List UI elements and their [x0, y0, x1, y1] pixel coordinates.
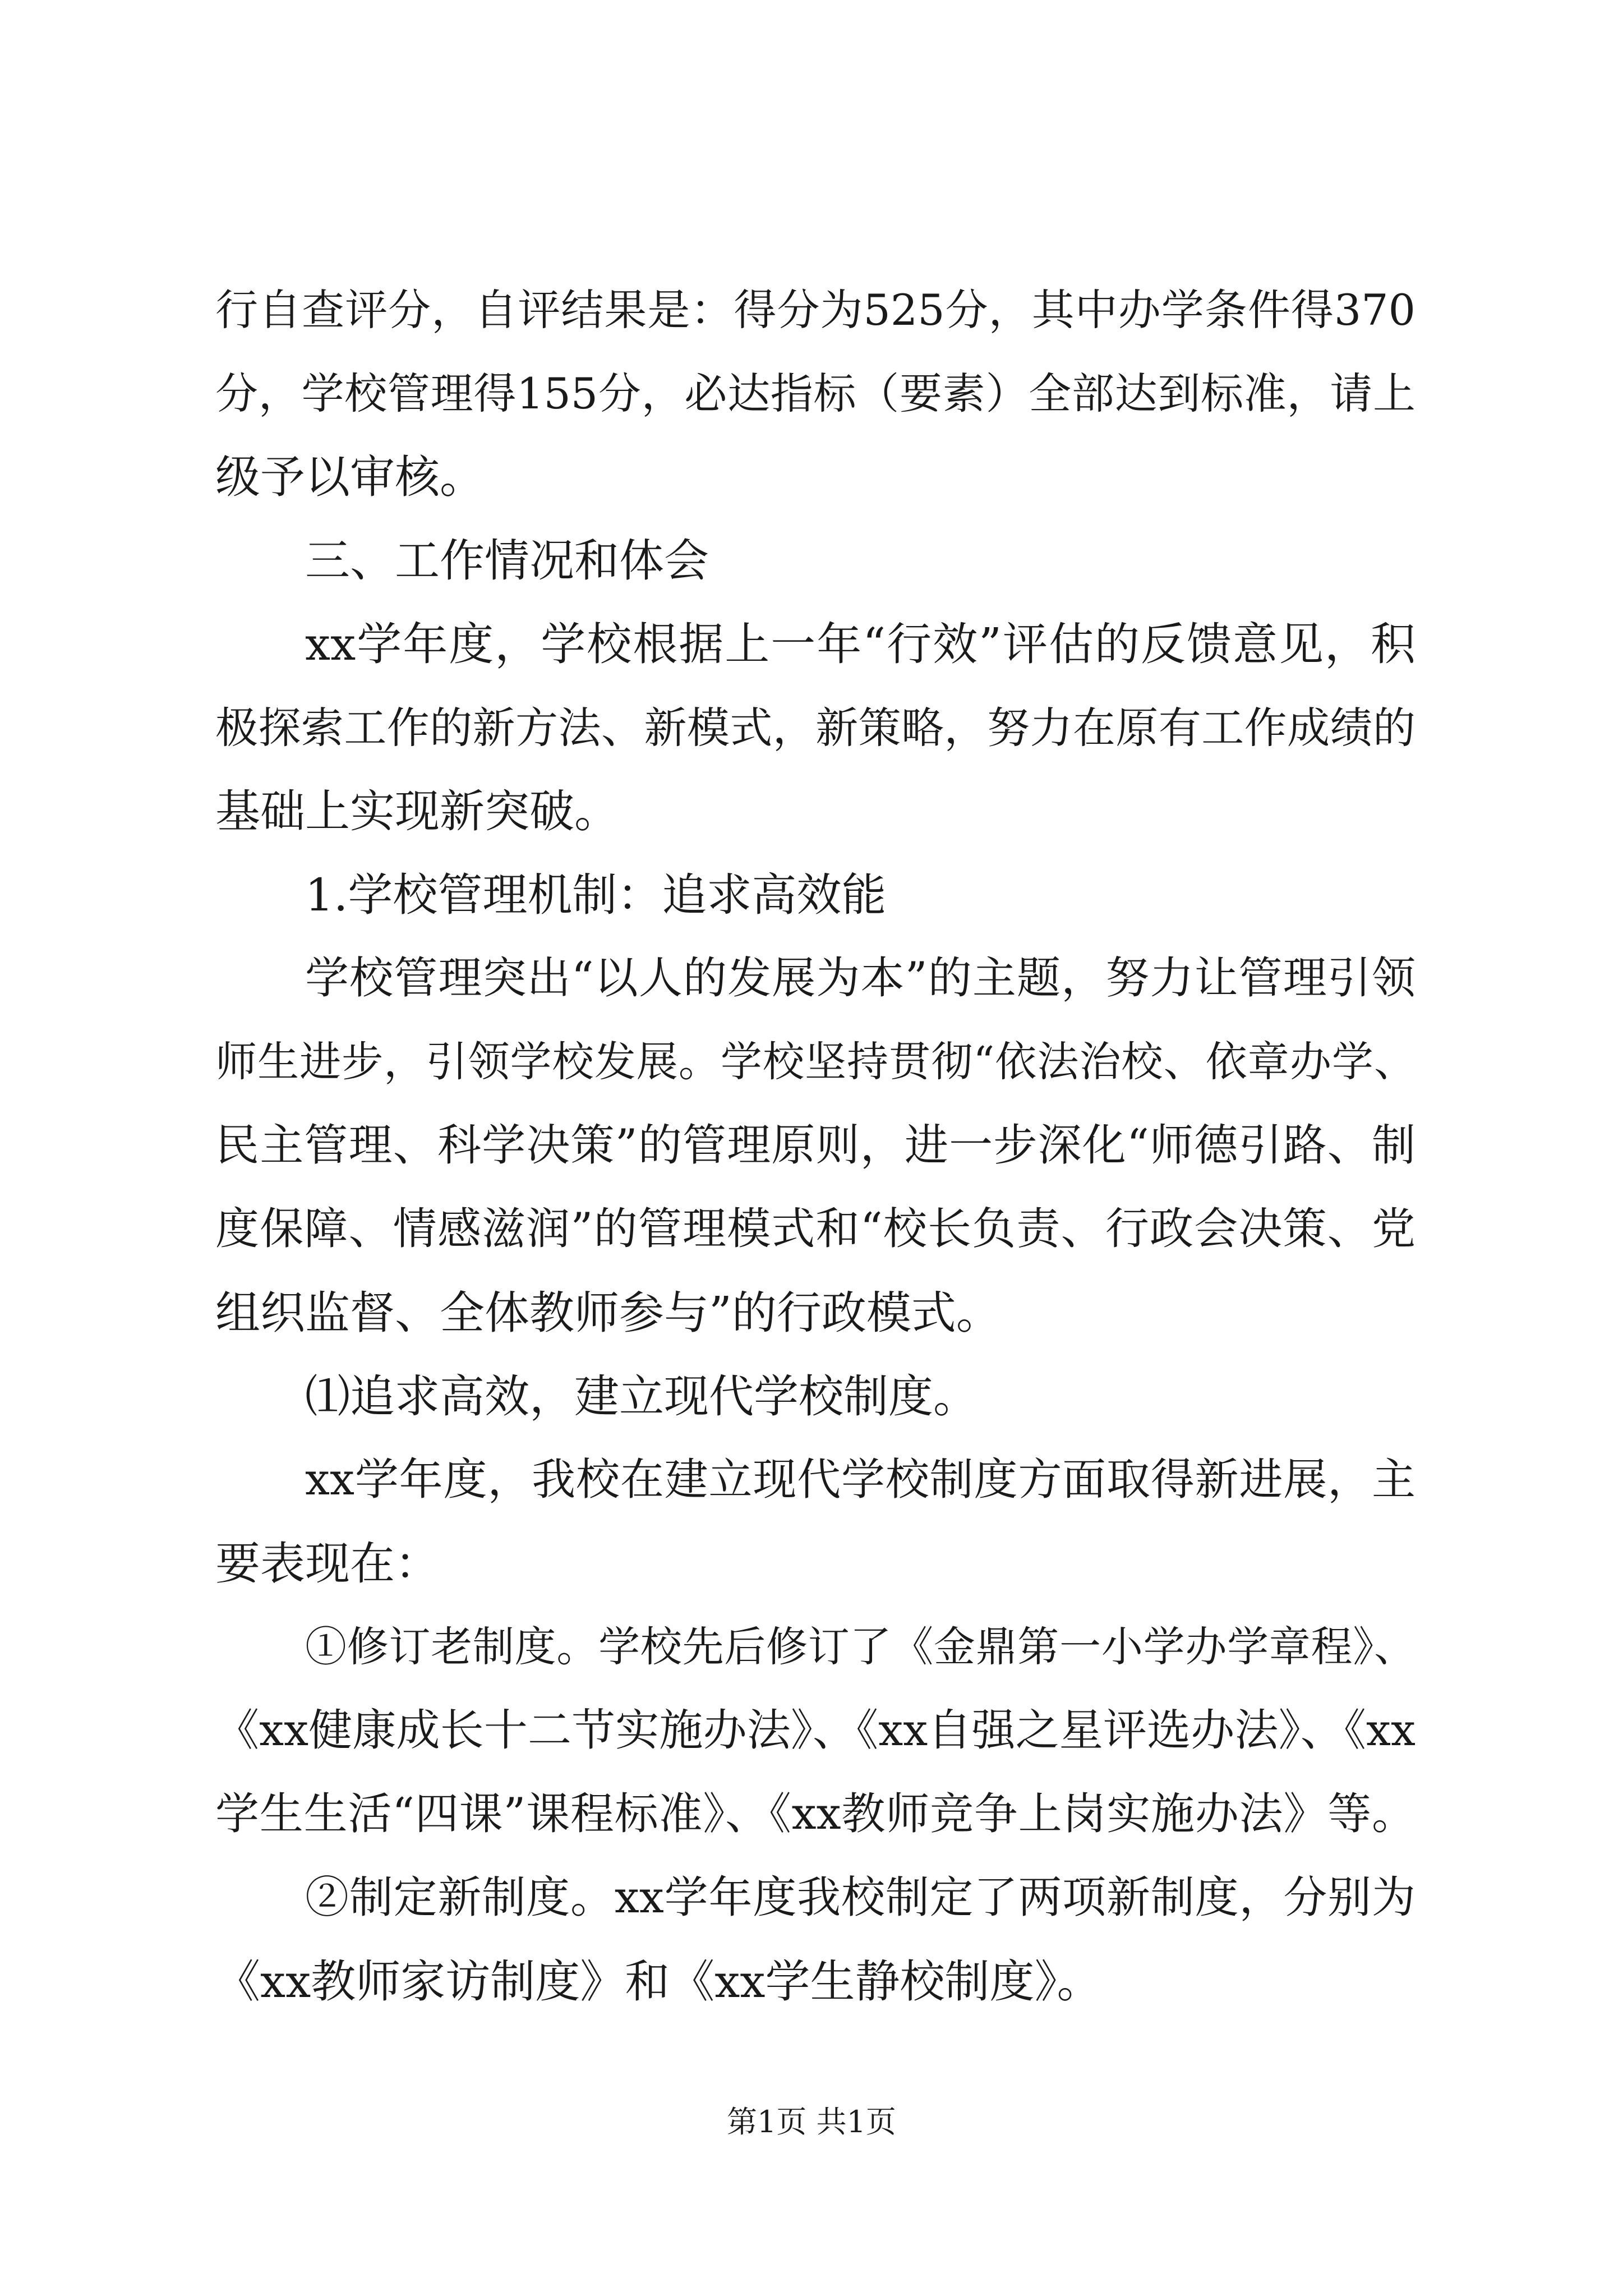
body-text — [215, 268, 1415, 2023]
subsection-heading: 1.学校管理机制：追求高效能 — [305, 869, 887, 921]
text-line: xx学年度，学校根据上一年“行效”评估的反馈意见，积 — [305, 618, 1415, 670]
text-line: 基础上实现新突破。 — [215, 785, 619, 838]
text-line: 学生生活“四课”课程标准》、《xx教师竞争上岗实施办法》等。 — [215, 1789, 1415, 1839]
text-line: ①修订老制度。学校先后修订了《金鼎第一小学办学章程》、 — [305, 1623, 1415, 1671]
text-line: 组织监督、全体教师参与”的行政模式。 — [215, 1287, 1001, 1339]
text-line: 分，学校管理得155分，必达指标（要素）全部达到标准，请上 — [215, 369, 1415, 418]
text-line: 要表现在： — [215, 1538, 440, 1590]
page-footer: 第1页 共1页 — [727, 2104, 896, 2139]
section-heading: 三、工作情况和体会 — [305, 535, 709, 587]
text-line: 级予以审核。 — [215, 451, 485, 503]
text-line: xx学年度，我校在建立现代学校制度方面取得新进展，主 — [305, 1455, 1415, 1505]
text-line: 《xx健康成长十二节实施办法》、《xx自强之星评选办法》、《xx — [215, 1705, 1415, 1756]
text-line: 学校管理突出“以人的发展为本”的主题，努力让管理引领 — [305, 953, 1415, 1004]
text-line: 极探索工作的新方法、新模式，新策略，努力在原有工作成绩的 — [215, 703, 1415, 753]
text-line: ②制定新制度。xx学年度我校制定了两项新制度，分别为 — [305, 1872, 1415, 1923]
text-line: 民主管理、科学决策”的管理原则，进一步深化“师德引路、制 — [215, 1120, 1415, 1171]
item-heading: ⑴追求高效，建立现代学校制度。 — [305, 1370, 978, 1423]
text-line: 行自查评分，自评结果是：得分为525分，其中办学条件得370 — [215, 285, 1415, 335]
text-line: 师生进步，引领学校发展。学校坚持贯彻“依法治校、依章办学、 — [215, 1038, 1415, 1086]
text-line: 《xx教师家访制度》和《xx学生静校制度》。 — [215, 1955, 1102, 2008]
text-line: 度保障、情感滋润”的管理模式和“校长负责、行政会决策、党 — [215, 1204, 1415, 1254]
